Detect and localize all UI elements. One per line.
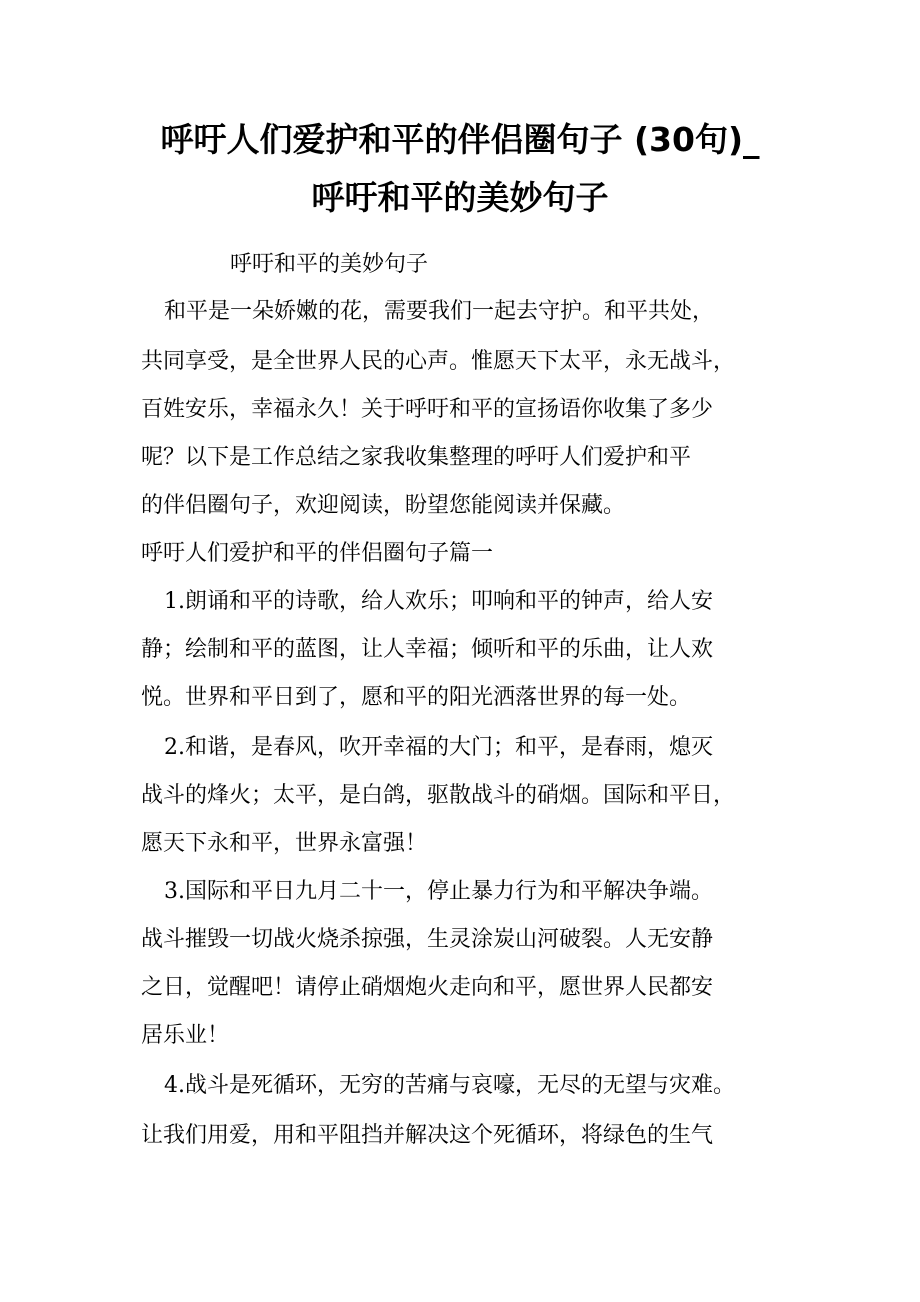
document-title-line-1: 呼吁人们爱护和平的伴侣圈句子 (30句)_	[160, 120, 760, 159]
item-1-line-1: 1.朗诵和平的诗歌，给人欢乐；叩响和平的钟声，给人安	[164, 589, 713, 614]
intro-line-2: 共同享受，是全世界人民的心声。惟愿天下太平，永无战斗，	[141, 349, 736, 374]
item-4-line-1: 4.战斗是死循环，无穷的苦痛与哀嚎，无尽的无望与灾难。	[164, 1073, 735, 1098]
item-2-line-2: 战斗的烽火；太平，是白鸽，驱散战斗的硝烟。国际和平日，	[141, 783, 736, 808]
item-3-line-1: 3.国际和平日九月二十一，停止暴力行为和平解决争端。	[164, 879, 713, 904]
section-heading: 呼吁人们爱护和平的伴侣圈句子篇一	[141, 541, 494, 566]
item-3-line-4: 居乐业！	[141, 1023, 230, 1048]
intro-line-3: 百姓安乐，幸福永久！关于呼吁和平的宣扬语你收集了多少	[141, 397, 714, 422]
item-1-line-3: 悦。世界和平日到了，愿和平的阳光洒落世界的每一处。	[141, 685, 692, 710]
item-2-line-1: 2.和谐，是春风，吹开幸福的大门；和平，是春雨，熄灭	[164, 735, 713, 760]
item-2-line-3: 愿天下永和平，世界永富强！	[141, 831, 428, 856]
item-3-line-2: 战斗摧毁一切战火烧杀掠强，生灵涂炭山河破裂。人无安静	[141, 927, 714, 952]
item-3-line-3: 之日，觉醒吧！请停止硝烟炮火走向和平，愿世界人民都安	[141, 975, 714, 1000]
intro-line-1: 和平是一朵娇嫩的花，需要我们一起去守护。和平共处，	[164, 299, 715, 324]
subtitle: 呼吁和平的美妙句子	[230, 252, 429, 277]
intro-line-5: 的伴侣圈句子，欢迎阅读，盼望您能阅读并保藏。	[141, 493, 626, 518]
item-4-line-2: 让我们用爱，用和平阻挡并解决这个死循环，将绿色的生气	[141, 1123, 714, 1148]
item-1-line-2: 静；绘制和平的蓝图，让人幸福；倾听和平的乐曲，让人欢	[141, 637, 714, 662]
document-title-line-2: 呼吁和平的美妙句子	[311, 178, 609, 217]
intro-line-4: 呢？以下是工作总结之家我收集整理的呼吁人们爱护和平	[141, 445, 692, 470]
